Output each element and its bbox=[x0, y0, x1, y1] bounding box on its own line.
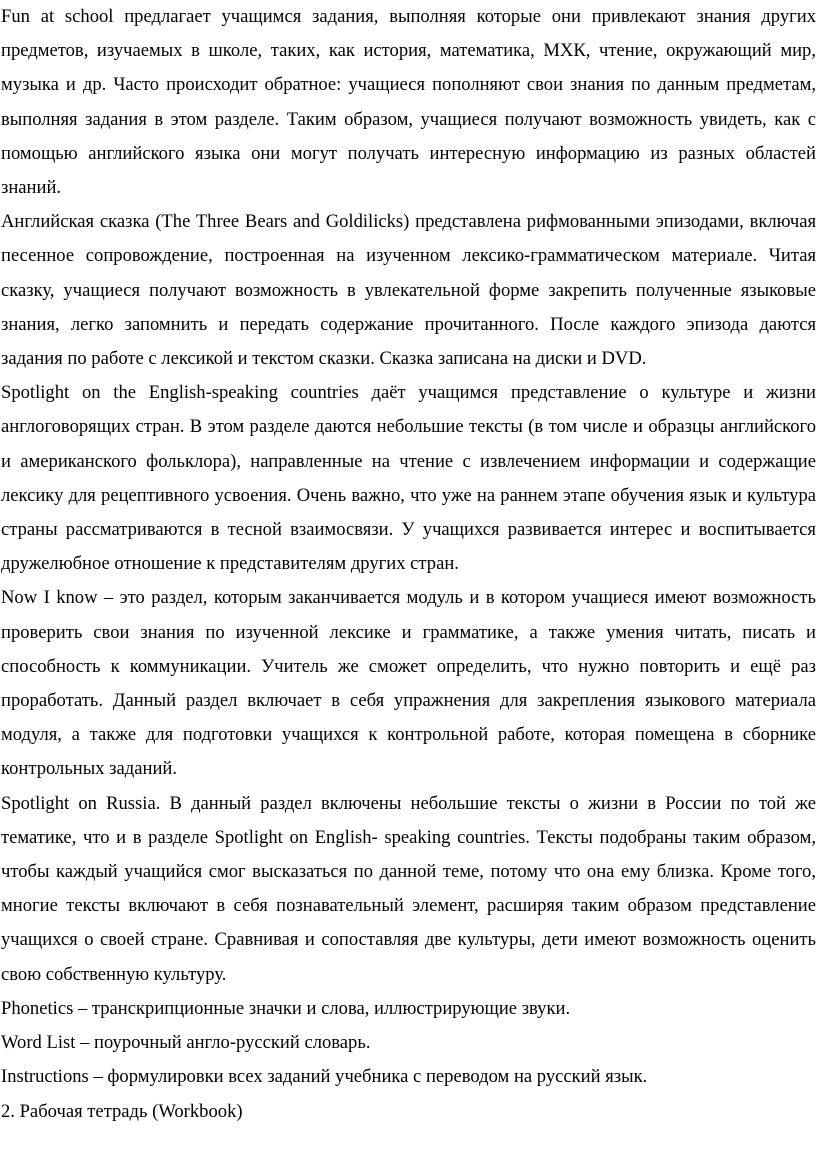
paragraph-phonetics: Phonetics – транскрипционные значки и слова, иллюстрирующие звуки. bbox=[1, 997, 571, 1019]
paragraph-instructions: Instructions – формулировки всех заданий учебника с переводом на русский язык. bbox=[1, 1066, 648, 1088]
paragraph-now-i-know: Now I know – это раздел, которым заканчивается модуль и в котором учащиеся имеют возможность проверить свои знания по изученной лексике и грамматике, а также умения читать, писать и способность к коммуникации. Учитель же сможет определить, что нужно повторить и ещё раз проработать. Данный раздел включает в себя упражнения для закрепления языкового материала модуля, а также для подготовки учащихся к контрольной работе, которая помещена в сборнике контрольных заданий. bbox=[1, 587, 816, 780]
section-heading-workbook: 2. Рабочая тетрадь (Workbook) bbox=[1, 1100, 243, 1122]
paragraph-fun-at-school: Fun at school предлагает учащимся задания, выполняя которые они привлекают знания других предметов, изучаемых в школе, таких, как история, математика, МХК, чтение, окружающий мир, музыка и др. Часто происходит обратное: учащиеся пополняют свои знания по данным предметам, выполняя задания в этом разделе. Таким образом, учащиеся получают возможность увидеть, как с помощью английского языка они могут получать интересную информацию из разных областей знаний. bbox=[1, 6, 816, 199]
paragraph-spotlight-russia: Spotlight on Russia. В данный раздел включены небольшие тексты о жизни в России по той же тематике, что и в разделе Spotlight on English- speaking countries. Тексты подобраны таким образом, чтобы каждый учащийся смог высказаться по данной теме, потому что она ему близка. Кроме того, многие тексты включают в себя познавательный элемент, расширяя таким образом представление учащихся о своей стране. Сравнивая и сопоставляя две культуры, дети имеют возможность оценить свою собственную культуру. bbox=[1, 792, 816, 985]
paragraph-fairy-tale: Английская сказка (The Three Bears and Goldilicks) представлена рифмованными эпизодами, включая песенное сопровождение, построенная на изученном лексико-грамматическом материале. Читая сказку, учащиеся получают возможность в увлекательной форме закрепить полученные языковые знания, легко запомнить и передать содержание прочитанного. После каждого эпизода даются задания по работе с лексикой и текстом сказки. Сказка записана на диски и DVD. bbox=[1, 211, 816, 370]
paragraph-spotlight-english-countries: Spotlight on the English-speaking countries даёт учащимся представление о культуре и жизни англоговорящих стран. В этом разделе даются небольшие тексты (в том числе и образцы английского и американского фольклора), направленные на чтение с извлечением информации и содержащие лексику для рецептивного усвоения. Очень важно, что уже на раннем этапе обучения язык и культура страны рассматриваются в тесной взаимосвязи. У учащихся развивается интерес и воспитывается дружелюбное отношение к представителям других стран. bbox=[1, 382, 816, 575]
paragraph-word-list: Word List – поурочный англо-русский словарь. bbox=[1, 1032, 371, 1054]
